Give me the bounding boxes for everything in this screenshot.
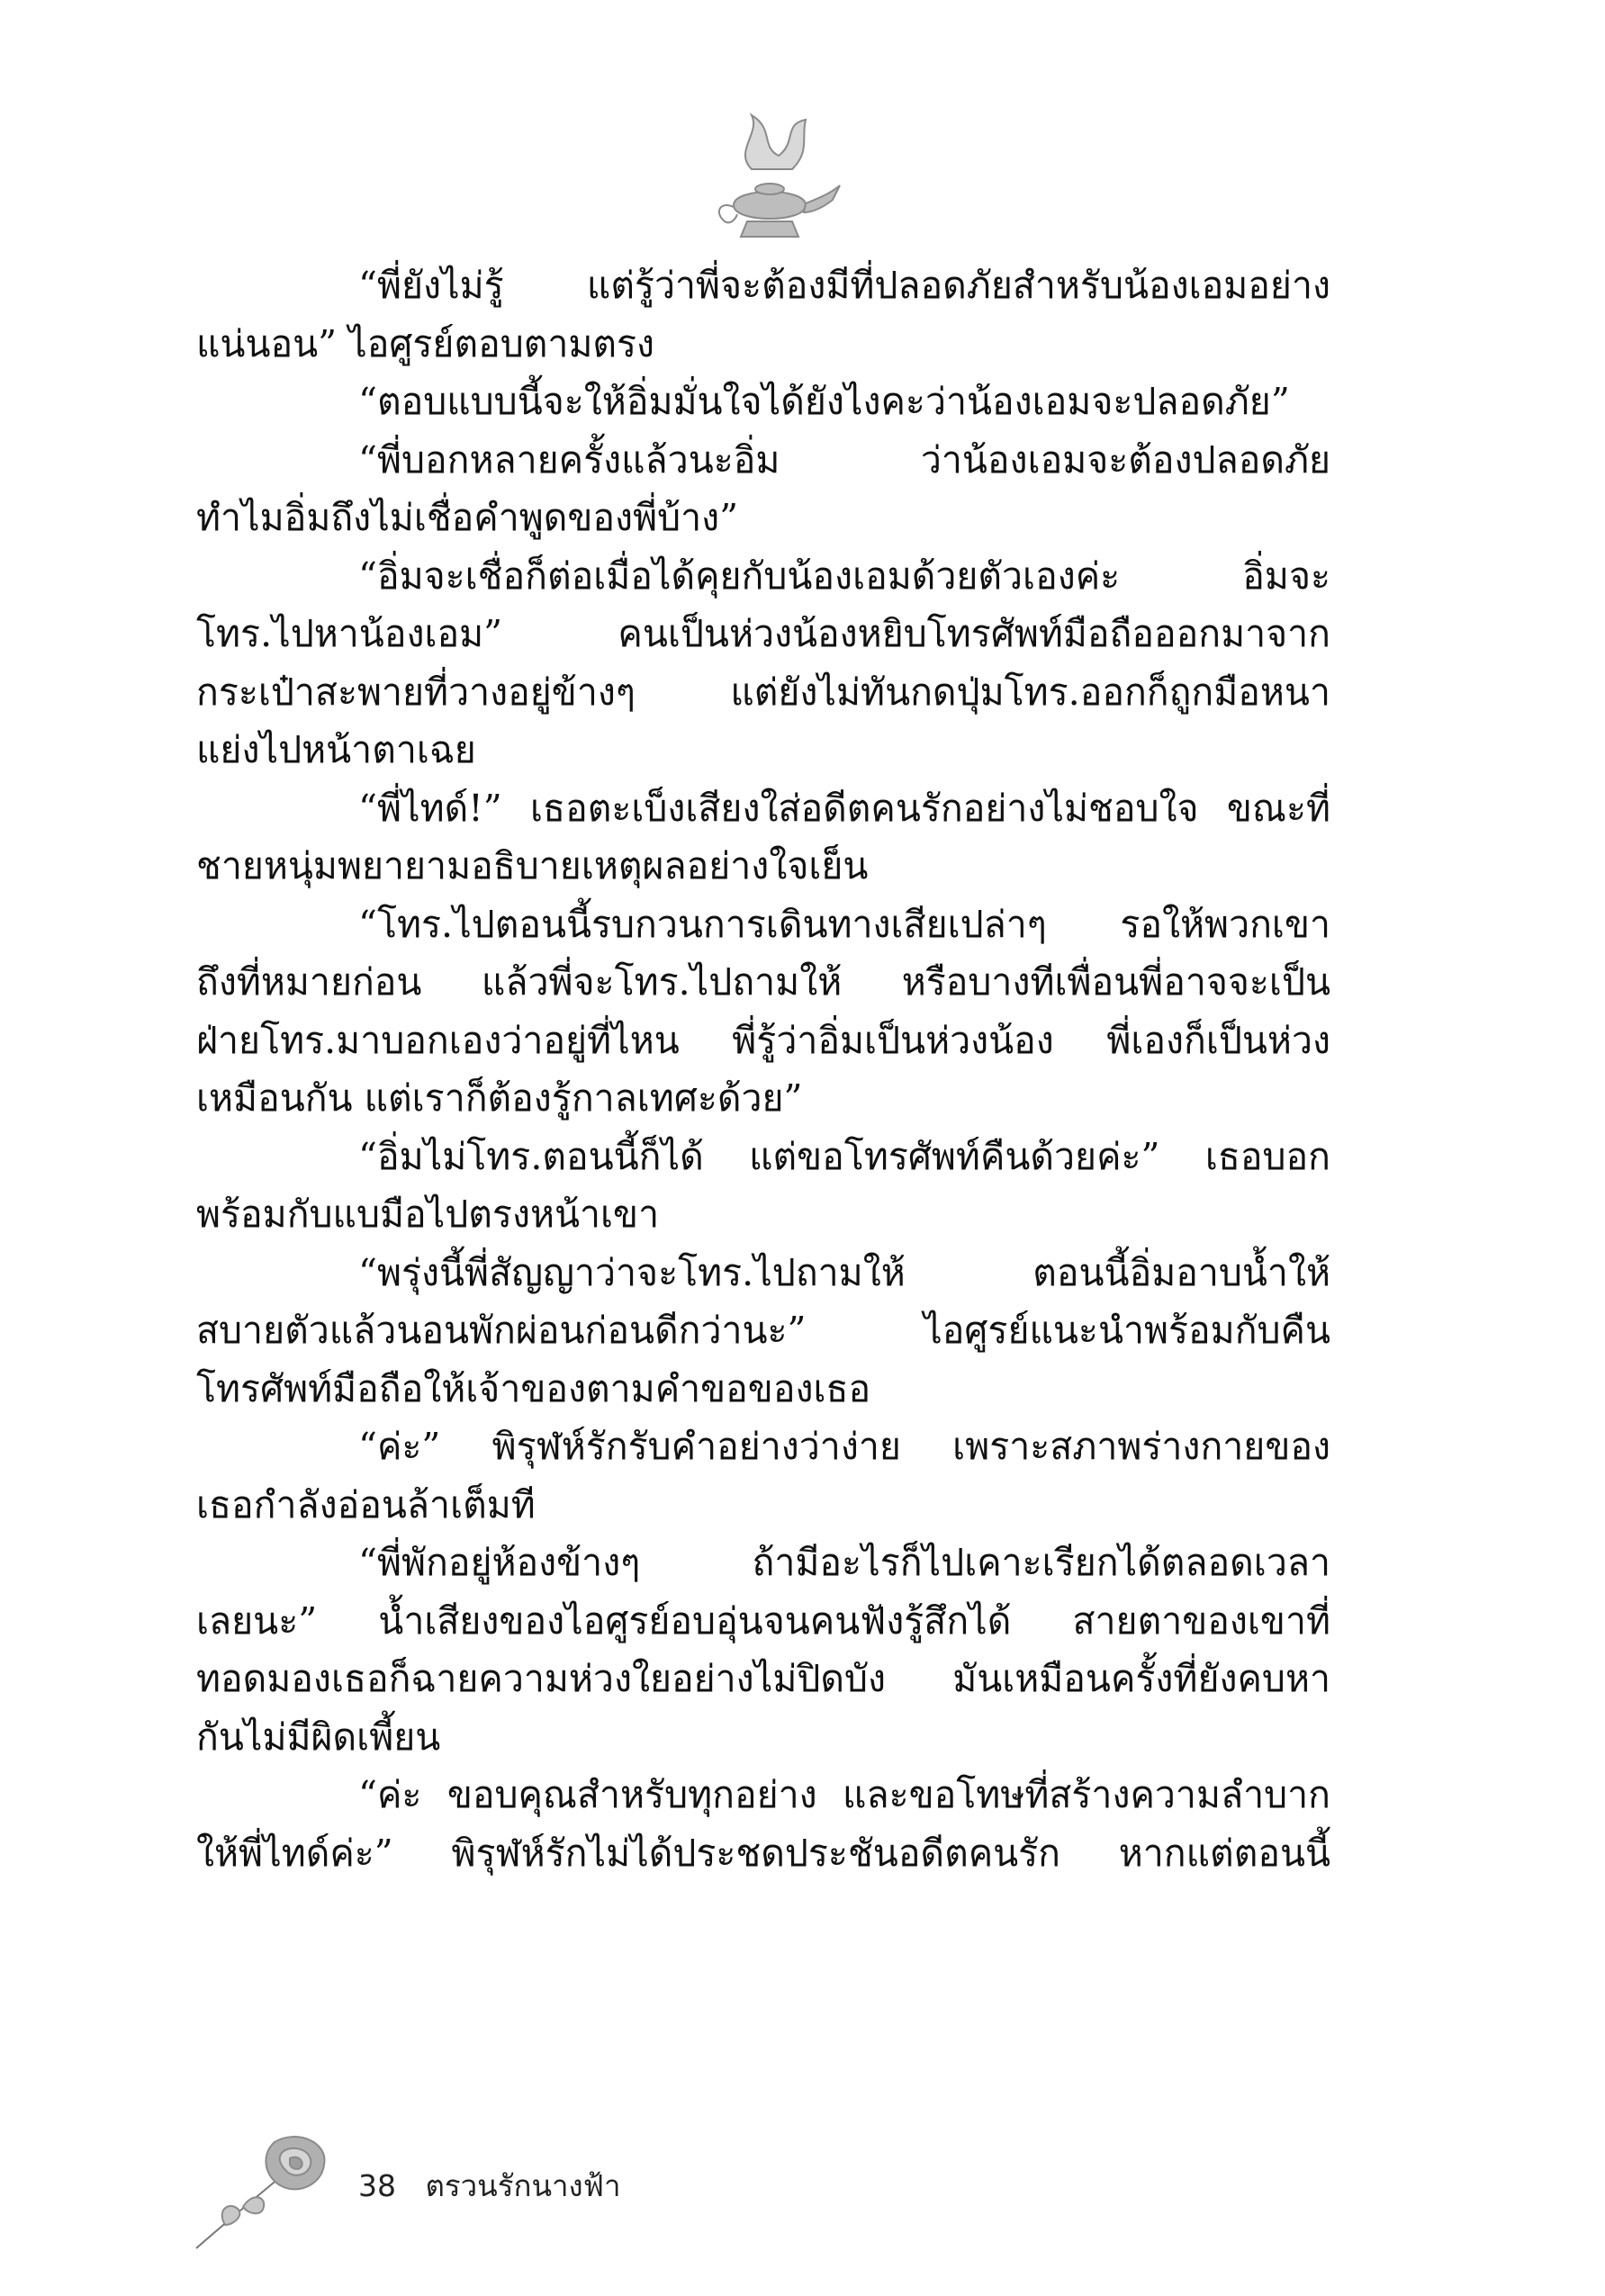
text-line: ถึงที่หมายก่อน แล้วพี่จะโทร.ไปถามให้ หรือบางทีเพื่อนพี่อาจจะเป็น <box>196 960 1330 1004</box>
text-line: แย่งไปหน้าตาเฉย <box>196 728 476 771</box>
text-line: “พี่ยังไม่รู้ แต่รู้ว่าพี่จะต้องมีที่ปลอดภัยสำหรับน้องเอมอย่าง <box>358 264 1330 307</box>
text-line: “ค่ะ” พิรุฬห์รักรับคำอย่างว่าง่าย เพราะสภาพร่างกายของ <box>358 1425 1330 1468</box>
text-line: “ค่ะ ขอบคุณสำหรับทุกอย่าง และขอโทษที่สร้างความลำบาก <box>358 1773 1330 1816</box>
text-line: ให้พี่ไทด์ค่ะ” พิรุฬห์รักไม่ได้ประชดประชันอดีตคนรัก หากแต่ตอนนี้ <box>196 1831 1330 1875</box>
text-line: เลยนะ” น้ำเสียงของไอศูรย์อบอุ่นจนคนฟังรู้สึกได้ สายตาของเขาที่ <box>196 1598 1330 1643</box>
text-line: โทรศัพท์มือถือให้เจ้าของตามคำขอของเธอ <box>196 1366 871 1410</box>
text-line: ทำไมอิ่มถึงไม่เชื่อคำพูดของพี่บ้าง” <box>196 496 739 539</box>
rose-icon <box>189 2124 333 2250</box>
text-line: “พี่พักอยู่ห้องข้างๆ ถ้ามีอะไรก็ไปเคาะเรียกได้ตลอดเวลา <box>358 1541 1330 1584</box>
text-line: “ตอบแบบนี้จะให้อิ่มมั่นใจได้ยังไงคะว่าน้องเอมจะปลอดภัย” <box>358 380 1290 423</box>
page-footer <box>358 2162 621 2210</box>
text-line: “โทร.ไปตอนนี้รบกวนการเดินทางเสียเปล่าๆ รอให้พวกเขา <box>358 902 1330 946</box>
text-line: “พรุ่งนี้พี่สัญญาว่าจะโทร.ไปถามให้ ตอนนี้อิ่มอาบน้ำให้ <box>358 1250 1330 1294</box>
text-line: เหมือนกัน แต่เราก็ต้องรู้กาลเทศะด้วย” <box>196 1076 803 1120</box>
page-number: 38 <box>358 2168 396 2203</box>
text-line: กระเป๋าสะพายที่วางอยู่ข้างๆ แต่ยังไม่ทันกดปุ่มโทร.ออกก็ถูกมือหนา <box>196 670 1330 714</box>
text-line: กันไม่มีผิดเพี้ยน <box>196 1715 441 1759</box>
text-line: “อิ่มจะเชื่อก็ต่อเมื่อได้คุยกับน้องเอมด้วยตัวเองค่ะ อิ่มจะ <box>358 554 1330 598</box>
text-line: พร้อมกับแบมือไปตรงหน้าเขา <box>196 1193 660 1236</box>
text-line: “อิ่มไม่โทร.ตอนนี้ก็ได้ แต่ขอโทรศัพท์คืนด้วยค่ะ” เธอบอก <box>358 1134 1330 1178</box>
text-line: ชายหนุ่มพยายามอธิบายเหตุผลอย่างใจเย็น <box>196 844 869 887</box>
text-line: สบายตัวแล้วนอนพักผ่อนก่อนดีกว่านะ” ไอศูรย์แนะนำพร้อมกับคืน <box>196 1309 1330 1352</box>
text-line: “พี่บอกหลายครั้งแล้วนะอิ่ม ว่าน้องเอมจะต้องปลอดภัย <box>358 437 1330 482</box>
text-line: ทอดมองเธอก็ฉายความห่วงใยอย่างไม่ปิดบัง มันเหมือนครั้งที่ยังคบหา <box>196 1657 1330 1700</box>
text-line: แน่นอน” ไอศูรย์ตอบตามตรง <box>196 321 655 365</box>
magic-lamp-icon <box>698 106 842 259</box>
text-line: โทร.ไปหาน้องเอม” คนเป็นห่วงน้องหยิบโทรศัพท์มือถือออกมาจาก <box>196 612 1330 655</box>
text-line: “พี่ไทด์!” เธอตะเบ็งเสียงใส่อดีตคนรักอย่างไม่ชอบใจ ขณะที่ <box>358 786 1330 830</box>
text-line: เธอกำลังอ่อนล้าเต็มที <box>196 1482 536 1526</box>
book-title: ตรวนรักนางฟ้า <box>425 2168 621 2203</box>
text-line: ฝ่ายโทร.มาบอกเองว่าอยู่ที่ไหน พี่รู้ว่าอิ่มเป็นห่วงน้อง พี่เองก็เป็นห่วง <box>196 1018 1330 1062</box>
body-text <box>196 257 1330 1882</box>
